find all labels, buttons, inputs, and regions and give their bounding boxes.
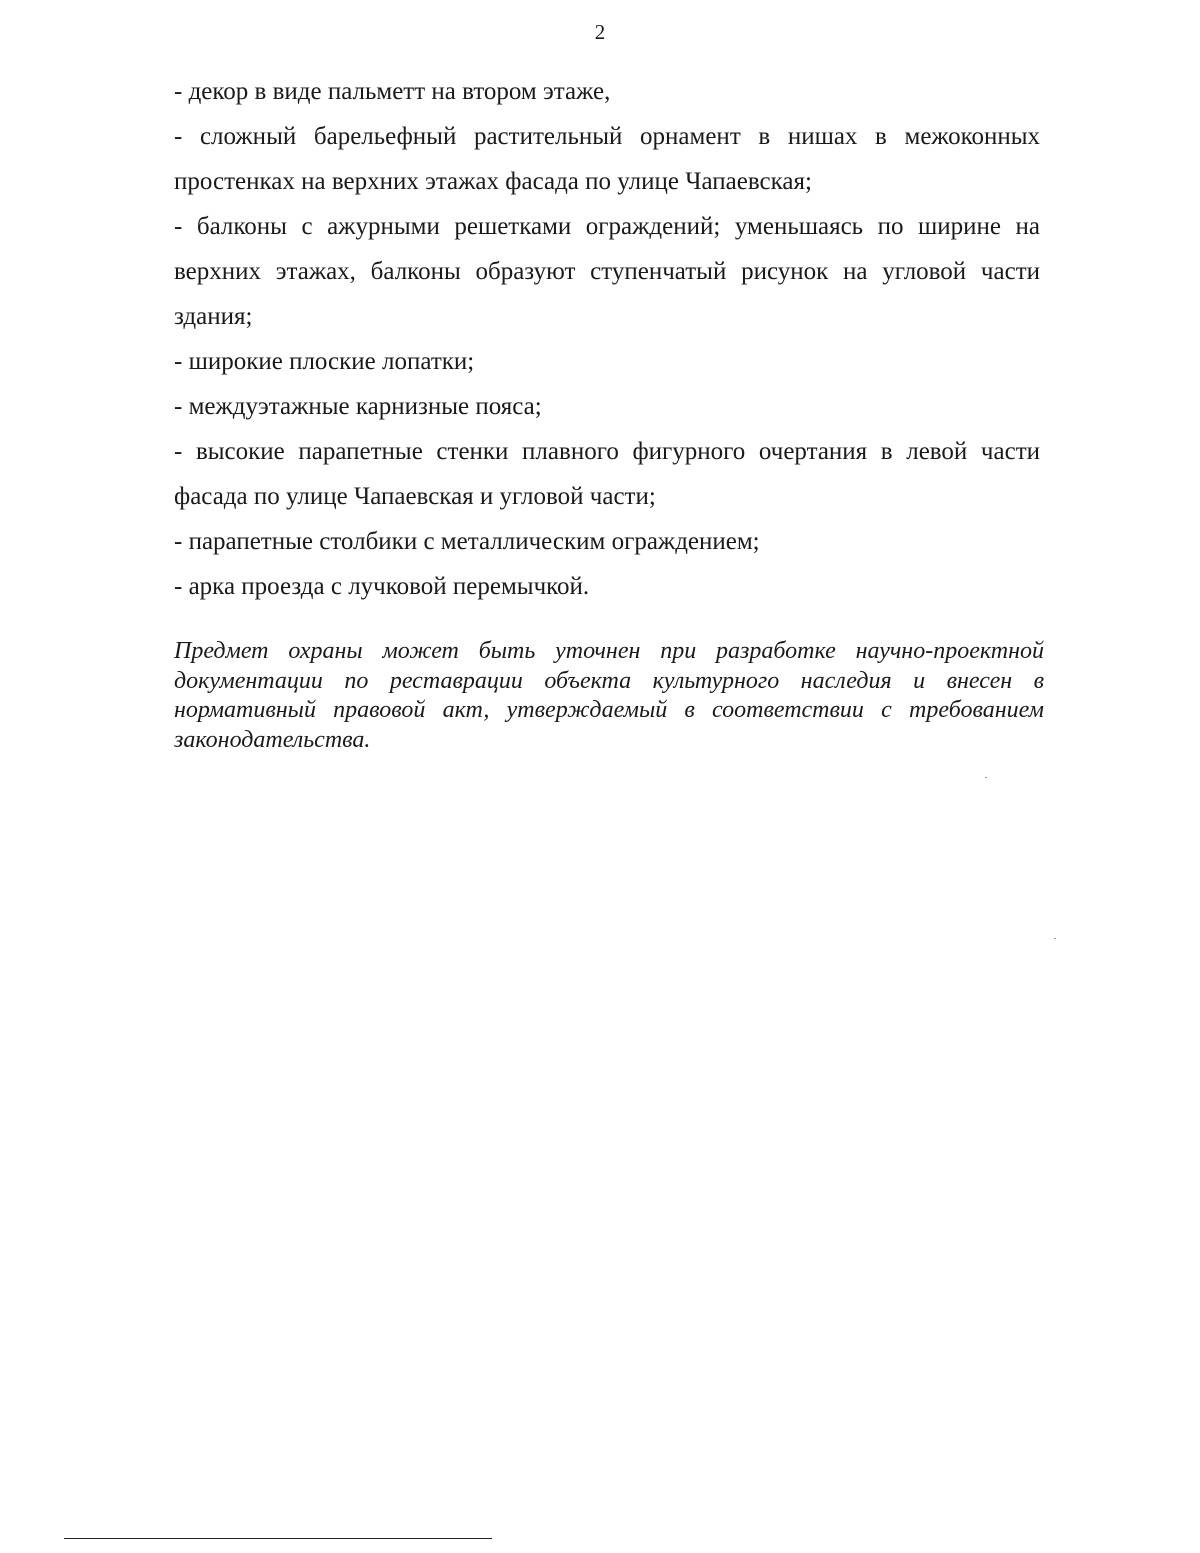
list-item: - парапетные столбики с металлическим ограждением;	[174, 528, 760, 555]
protection-items-list	[174, 69, 1040, 609]
scan-speck	[985, 777, 987, 778]
list-item: - декор в виде пальметт на втором этаже,	[174, 78, 611, 105]
list-item: - высокие парапетные стенки плавного фигурного очертания в левой части фасада по улице Чапаевская и угловой части;	[174, 438, 1040, 510]
protection-note: Предмет охраны может быть уточнен при разработке научно-проектной документации по реставрации объекта культурного наследия и внесен в нормативный правовой акт, утверждаемый в соответствии с требованием законодательства.	[174, 638, 1044, 753]
list-item: - широкие плоские лопатки;	[174, 348, 475, 375]
list-item: - балконы с ажурными решетками ограждений; уменьшаясь по ширине на верхних этажах, балконы образуют ступенчатый рисунок на угловой части здания;	[174, 213, 1040, 330]
footer-rule	[64, 1538, 492, 1539]
list-item: - междуэтажные карнизные пояса;	[174, 393, 542, 420]
list-item: - арка проезда с лучковой перемычкой.	[174, 573, 590, 600]
list-item: - сложный барельефный растительный орнамент в нишах в межоконных простенках на верхних этажах фасада по улице Чапаевская;	[174, 123, 1040, 195]
scan-speck	[1054, 938, 1056, 939]
page-number: 2	[594, 20, 606, 44]
